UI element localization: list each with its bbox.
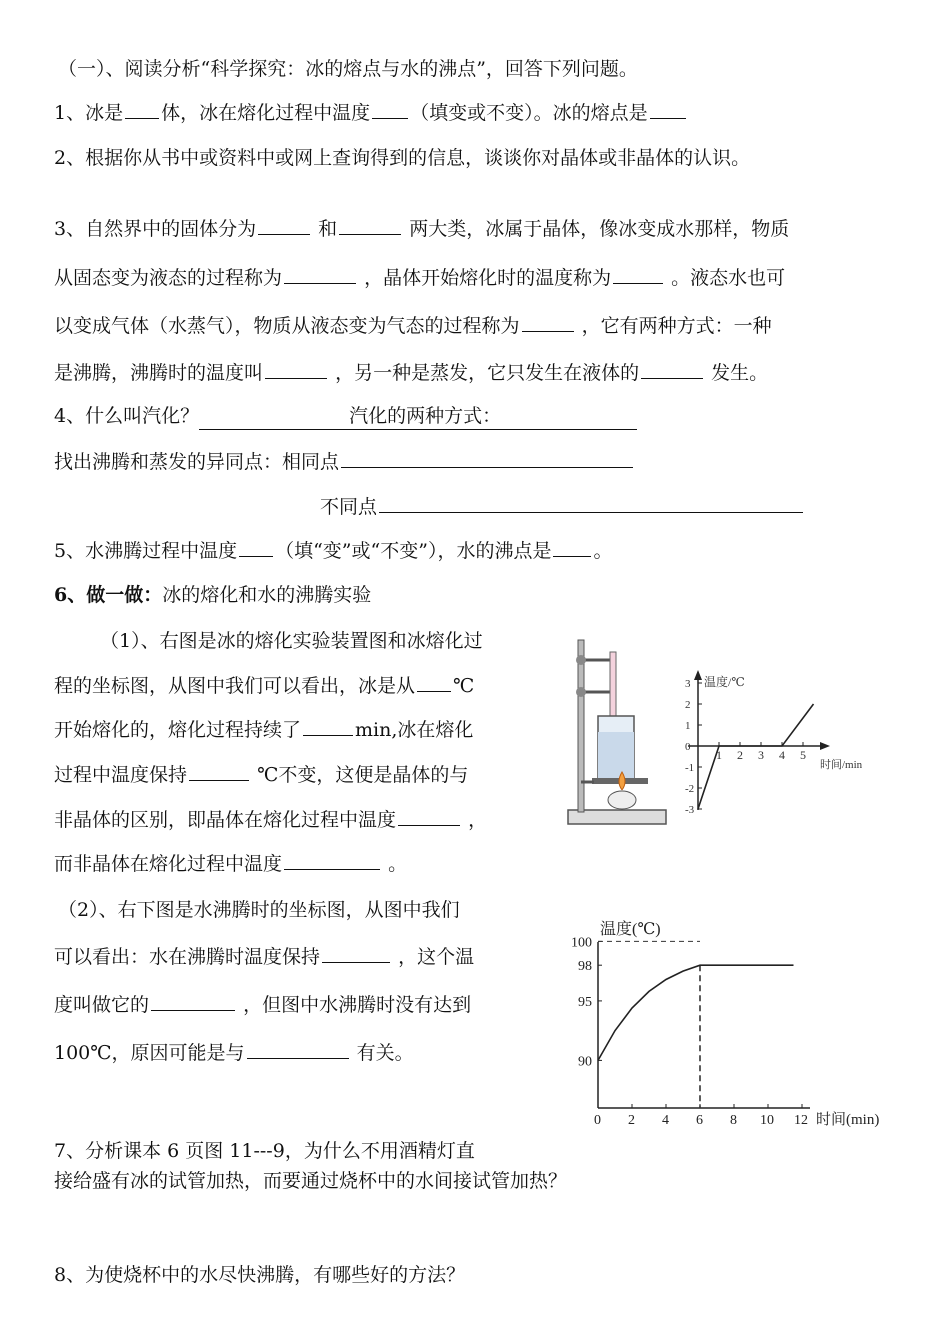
water-boiling-chart xyxy=(570,912,900,1130)
answer-blank[interactable] xyxy=(341,449,633,468)
q6-text: ，但图中水沸腾时没有达到 xyxy=(243,994,472,1016)
y-tick-label: 0 xyxy=(685,741,691,753)
answer-blank[interactable] xyxy=(265,360,327,379)
q6-text: 可以看出：水在沸腾时温度保持 xyxy=(54,946,321,968)
y-axis-label: 温度/℃ xyxy=(704,675,745,689)
q6-text: min,冰在熔化 xyxy=(355,719,474,741)
q6-text: ， xyxy=(468,809,488,831)
q6-text: ，这个温 xyxy=(398,946,475,968)
q6-title-bold: 6、做一做： xyxy=(54,584,163,606)
q6-text: 有关。 xyxy=(356,1042,414,1064)
answer-blank[interactable] xyxy=(239,538,273,557)
x-tick-label: 4 xyxy=(779,748,785,762)
q3-text: ，晶体开始熔化时的温度称为 xyxy=(364,267,612,289)
answer-blank[interactable] xyxy=(322,944,390,963)
q3-text: 发生。 xyxy=(711,362,769,384)
question-5 xyxy=(54,538,612,564)
question-4 xyxy=(54,403,637,430)
question-6-title xyxy=(54,582,371,608)
x-tick-label: 1 xyxy=(716,748,722,762)
question-4-similarity xyxy=(54,449,635,475)
question-3-line-2 xyxy=(54,265,785,291)
answer-blank[interactable] xyxy=(641,360,703,379)
answer-blank[interactable] xyxy=(379,494,803,513)
answer-blank[interactable] xyxy=(125,100,159,119)
q6-text: 。 xyxy=(388,853,408,875)
q1-text-c: （填变或不变）。冰的熔点是 xyxy=(410,102,648,124)
q4-text: 找出沸腾和蒸发的异同点：相同点 xyxy=(54,451,340,473)
q6-text: ℃ xyxy=(453,675,475,697)
answer-blank[interactable] xyxy=(553,538,591,557)
q6-part2-line-2 xyxy=(54,944,474,970)
x-tick-label: 3 xyxy=(758,748,764,762)
q3-text: ，它有两种方式：一种 xyxy=(581,315,772,337)
x-tick-label: 5 xyxy=(800,748,806,762)
question-2: 2、根据你从书中或资料中或网上查询得到的信息，谈谈你对晶体或非晶体的认识。 xyxy=(54,147,751,169)
y-tick-label: 95 xyxy=(578,994,592,1010)
q6-text: ℃不变，这便是晶体的与 xyxy=(257,764,469,786)
boiling-series-line xyxy=(598,965,794,1060)
q3-text: 。液态水也可 xyxy=(671,267,786,289)
y-tick-label: 2 xyxy=(685,699,691,711)
q3-text: ，另一种是蒸发，它只发生在液体的 xyxy=(335,362,640,384)
x-axis-arrow xyxy=(820,742,830,750)
x-tick-label: 6 xyxy=(696,1113,703,1128)
x-tick-label: 2 xyxy=(737,748,743,762)
y-tick-label: 3 xyxy=(685,678,691,690)
answer-blank[interactable] xyxy=(189,762,249,781)
answer-blank[interactable] xyxy=(650,100,686,119)
answer-blank[interactable] xyxy=(417,673,451,692)
q6-part1-line-3 xyxy=(54,717,473,743)
melting-series-line xyxy=(698,704,814,809)
section-title: （一）、阅读分析“科学探究：冰的熔点与水的沸点”，回答下列问题。 xyxy=(58,58,638,80)
y-axis-arrow xyxy=(694,670,702,680)
y-tick-label: -2 xyxy=(685,783,695,795)
q3-text: 以变成气体（水蒸气），物质从液态变为气态的过程称为 xyxy=(54,315,520,337)
q6-title-rest: 冰的熔化和水的沸腾实验 xyxy=(162,584,372,606)
answer-blank[interactable] xyxy=(247,1040,349,1059)
y-tick-label: 98 xyxy=(578,959,592,975)
q6-part2-line-1: （2）、右下图是水沸腾时的坐标图，从图中我们 xyxy=(58,899,460,921)
q3-text: 两大类，冰属于晶体，像冰变成水那样，物质 xyxy=(409,218,790,240)
q6-part1-line-5 xyxy=(54,807,487,833)
y-tick-label: 90 xyxy=(578,1054,592,1070)
question-3-line-1 xyxy=(54,216,789,242)
x-tick-label: 0 xyxy=(594,1113,601,1128)
q6-text: 过程中温度保持 xyxy=(54,764,188,786)
question-3-line-3 xyxy=(54,313,772,339)
ice-melting-chart xyxy=(680,660,880,820)
answer-blank[interactable] xyxy=(372,100,408,119)
melting-apparatus-illustration xyxy=(564,632,672,828)
q6-part2-line-4 xyxy=(54,1040,414,1066)
question-7-line-1: 7、分析课本 6 页图 11---9，为什么不用酒精灯直 xyxy=(54,1140,475,1162)
x-tick-label: 4 xyxy=(662,1113,669,1128)
q5-text: （填“变”或“不变”），水的沸点是 xyxy=(275,540,552,562)
question-3-line-4 xyxy=(54,360,768,386)
q3-text: 3、自然界中的固体分为 xyxy=(54,218,257,240)
answer-blank[interactable] xyxy=(339,216,401,235)
q4-text: 4、什么叫汽化？ xyxy=(54,405,200,427)
q4-text: 汽化的两种方式： xyxy=(349,405,502,427)
q3-text: 是沸腾，沸腾时的温度叫 xyxy=(54,362,264,384)
y-tick-label: -3 xyxy=(685,804,695,816)
x-tick-label: 8 xyxy=(730,1113,737,1128)
answer-blank[interactable] xyxy=(398,807,460,826)
q6-text: 非晶体的区别，即晶体在熔化过程中温度 xyxy=(54,809,397,831)
q5-text: 5、水沸腾过程中温度 xyxy=(54,540,238,562)
y-tick-label: 100 xyxy=(571,935,592,951)
q6-text: 程的坐标图，从图中我们可以看出，冰是从 xyxy=(54,675,416,697)
q6-part1-line-4 xyxy=(54,762,468,788)
x-tick-label: 10 xyxy=(760,1113,774,1128)
q3-text: 和 xyxy=(318,218,338,240)
q1-text-a: 1、冰是 xyxy=(54,102,124,124)
answer-blank[interactable] xyxy=(151,992,235,1011)
question-4-difference xyxy=(320,494,805,520)
q6-part2-line-3 xyxy=(54,992,471,1018)
q1-text-b: 体，冰在熔化过程中温度 xyxy=(161,102,371,124)
q6-text: 而非晶体在熔化过程中温度 xyxy=(54,853,283,875)
answer-blank[interactable] xyxy=(258,216,310,235)
q3-text: 从固态变为液态的过程称为 xyxy=(54,267,283,289)
x-axis-label: 时间(min) xyxy=(816,1112,880,1128)
x-axis-label: 时间/min xyxy=(820,759,863,771)
q4-text: 不同点 xyxy=(320,496,378,518)
answer-blank[interactable] xyxy=(613,265,663,284)
q6-text: 100℃，原因可能是与 xyxy=(54,1042,245,1064)
q6-part1-line-2 xyxy=(54,673,474,699)
q6-part1-line-6 xyxy=(54,851,407,877)
q6-part1-line-1: （1）、右图是冰的熔化实验装置图和冰熔化过 xyxy=(100,630,483,652)
answer-blank[interactable] xyxy=(303,717,353,736)
y-tick-label: 1 xyxy=(685,720,691,732)
q6-text: 开始熔化的，熔化过程持续了 xyxy=(54,719,302,741)
question-8: 8、为使烧杯中的水尽快沸腾，有哪些好的方法？ xyxy=(54,1264,466,1286)
question-7-line-2: 接给盛有冰的试管加热，而要通过烧杯中的水间接试管加热？ xyxy=(54,1170,568,1192)
q6-text: 度叫做它的 xyxy=(54,994,150,1016)
answer-blank[interactable] xyxy=(522,313,574,332)
q5-text: 。 xyxy=(593,540,613,562)
y-axis-label: 温度(℃) xyxy=(600,921,661,938)
question-1 xyxy=(54,100,688,126)
y-tick-label: -1 xyxy=(685,762,695,774)
x-tick-label: 12 xyxy=(794,1113,808,1128)
answer-blank[interactable] xyxy=(284,265,356,284)
answer-blank[interactable] xyxy=(284,851,380,870)
x-tick-label: 2 xyxy=(628,1113,635,1128)
